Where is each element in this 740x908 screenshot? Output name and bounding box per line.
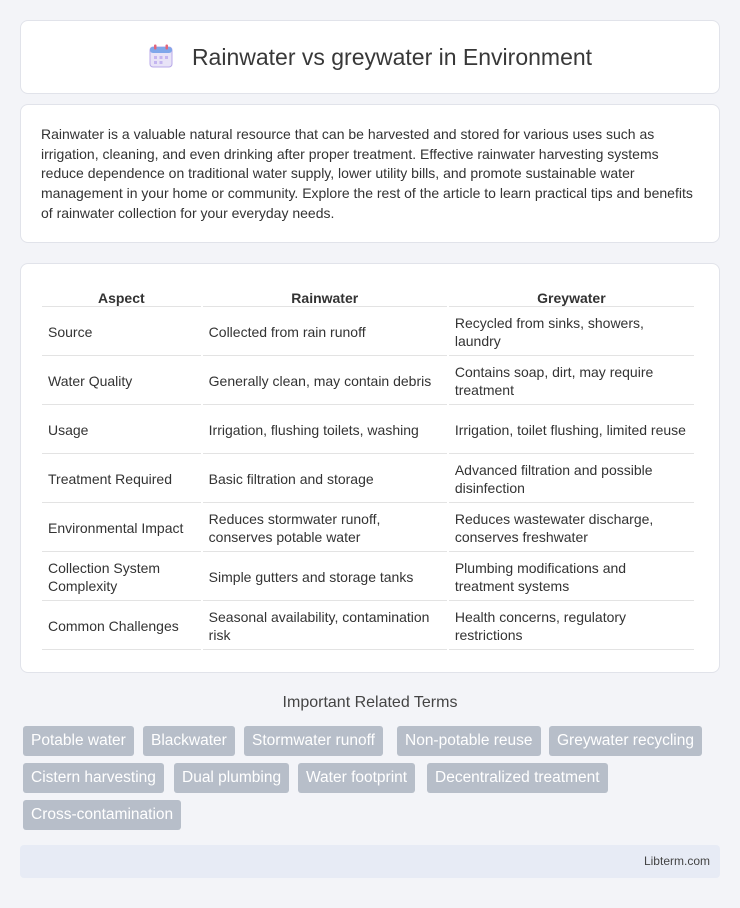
cell-aspect: Environmental Impact [42, 505, 201, 552]
table-row [42, 358, 694, 405]
cell-rainwater: Basic filtration and storage [203, 456, 447, 503]
cell-rainwater: Generally clean, may contain debris [203, 358, 447, 405]
tag-decentralized-treatment[interactable]: Decentralized treatment [427, 763, 608, 793]
intro-card [20, 104, 720, 243]
header-aspect: Aspect [42, 285, 201, 307]
cell-greywater: Advanced filtration and possible disinfection [449, 456, 694, 503]
tag-dual-plumbing[interactable]: Dual plumbing [174, 763, 289, 793]
cell-aspect: Source [42, 309, 201, 356]
intro-paragraph: Rainwater is a valuable natural resource that can be harvested and stored for various uses such as irrigation, cleaning, and even drinking after proper treatment. Effective rainwater harvesting systems reduce dependence on traditional water supply, lower utility bills, and promote sustainable water management in your home or community. Explore the rest of the article to learn practical tips and benefits of rainwater collection for your everyday needs. [41, 126, 693, 221]
cell-rainwater: Seasonal availability, contamination risk [203, 603, 447, 650]
table-row [42, 309, 694, 356]
calendar-icon [148, 43, 174, 69]
tag-potable-water[interactable]: Potable water [23, 726, 134, 756]
cell-greywater: Irrigation, toilet flushing, limited reuse [449, 407, 694, 454]
cell-greywater: Reduces wastewater discharge, conserves freshwater [449, 505, 694, 552]
footer [20, 845, 720, 878]
table-row [42, 505, 694, 552]
comparison-table [40, 283, 696, 652]
header-greywater: Greywater [449, 285, 694, 307]
tag-stormwater-runoff[interactable]: Stormwater runoff [244, 726, 383, 756]
cell-rainwater: Collected from rain runoff [203, 309, 447, 356]
cell-aspect: Usage [42, 407, 201, 454]
cell-rainwater: Simple gutters and storage tanks [203, 554, 447, 601]
table-row [42, 554, 694, 601]
cell-rainwater: Irrigation, flushing toilets, washing [203, 407, 447, 454]
cell-rainwater: Reduces stormwater runoff, conserves potable water [203, 505, 447, 552]
cell-greywater: Health concerns, regulatory restrictions [449, 603, 694, 650]
header-card [20, 20, 720, 94]
cell-aspect: Water Quality [42, 358, 201, 405]
tag-blackwater[interactable]: Blackwater [143, 726, 235, 756]
table-header-row [42, 285, 694, 307]
cell-aspect: Common Challenges [42, 603, 201, 650]
cell-aspect: Treatment Required [42, 456, 201, 503]
table-row [42, 603, 694, 650]
table-row [42, 456, 694, 503]
tag-cistern-harvesting[interactable]: Cistern harvesting [23, 763, 164, 793]
tag-water-footprint[interactable]: Water footprint [298, 763, 415, 793]
cell-greywater: Contains soap, dirt, may require treatment [449, 358, 694, 405]
tag-greywater-recycling[interactable]: Greywater recycling [549, 726, 702, 756]
tag-non-potable-reuse[interactable]: Non-potable reuse [397, 726, 541, 756]
header-rainwater: Rainwater [203, 285, 447, 307]
tag-cross-contamination[interactable]: Cross-contamination [23, 800, 181, 830]
footer-site-link[interactable]: Libterm.com [643, 854, 710, 868]
comparison-table-card [20, 263, 720, 673]
page-title: Rainwater vs greywater in Environment [191, 43, 593, 70]
table-row [42, 407, 694, 454]
cell-greywater: Plumbing modifications and treatment systems [449, 554, 694, 601]
cell-aspect: Collection System Complexity [42, 554, 201, 601]
related-terms-title: Important Related Terms [282, 694, 458, 711]
cell-greywater: Recycled from sinks, showers, laundry [449, 309, 694, 356]
